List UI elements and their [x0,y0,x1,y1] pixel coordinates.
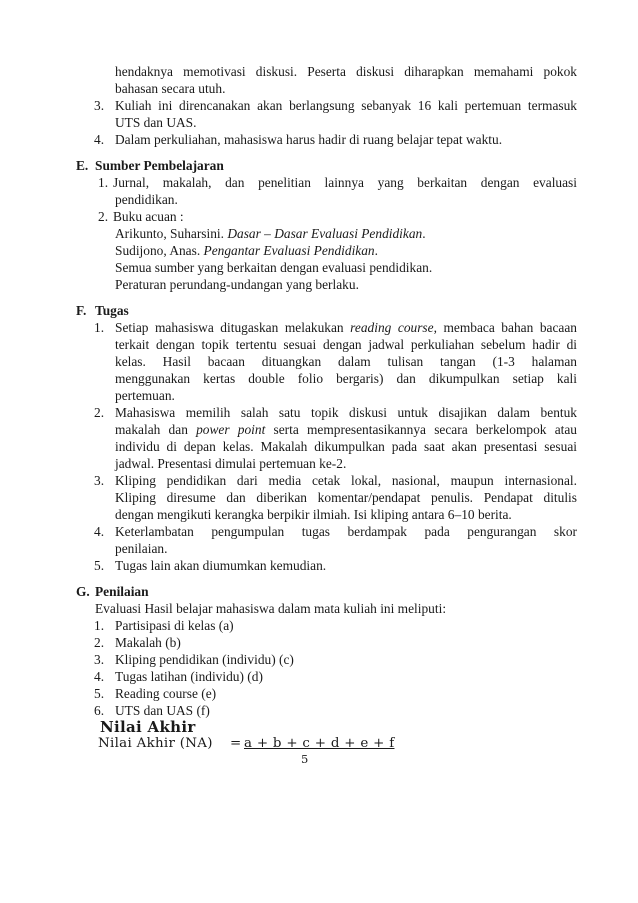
section-title: Tugas [95,303,129,318]
text-run: Setiap mahasiswa ditugaskan melakukan [115,320,351,335]
list-number: 3. [94,473,105,488]
section-title: Sumber Pembelajaran [95,158,224,173]
reference-title: Dasar – Dasar Evaluasi Pendidikan [227,226,423,241]
reference-end: . [422,226,426,241]
text-run: makalah dan [115,422,197,437]
section-intro: Evaluasi Hasil belajar mahasiswa dalam mata kuliah ini meliputi: [95,601,447,616]
reference-line: Peraturan perundang-undangan yang berlaku. [115,277,359,292]
list-item-text: Makalah (b) [115,635,181,650]
list-number: 4. [94,132,105,147]
list-number: 5. [94,686,105,701]
text-run: , membaca bahan bacaan [433,320,577,335]
list-item-text: kelas. Hasil bacaan dituangkan dalam tulisan tangan (1-3 halaman [115,354,577,369]
final-score-title: Nilai Akhir [100,718,196,736]
list-item-text: pertemuan. [115,388,175,403]
list-item-text: jadwal. Presentasi dimulai pertemuan ke-2. [115,456,347,471]
final-score-denominator: 5 [301,752,309,766]
list-item-text: UTS dan UAS (f) [115,703,210,718]
final-score-numerator: a + b + c + d + e + f [244,736,395,751]
list-number: 2. [94,635,105,650]
list-number: 1. [98,175,109,190]
list-item-text: Jurnal, makalah, dan penelitian lainnya yang berkaitan dengan evaluasi [113,175,577,190]
list-item-text: terkait dengan topik tertentu sesuai dengan jadwal perkuliahan sebelum hadir di [115,337,577,352]
list-number: 1. [94,320,105,335]
final-score-equals: = [230,736,242,751]
reference-author: Sudijono, Anas. [115,243,204,258]
list-item-text: Reading course (e) [115,686,217,701]
list-item-text: Kliping pendidikan (individu) (c) [115,652,294,667]
intro-line: hendaknya memotivasi diskusi. Peserta diskusi diharapkan memahami pokok [115,64,577,79]
list-item-text: Keterlambatan pengumpulan tugas berdampak pada pengurangan skor [115,524,577,539]
list-item-text: Kuliah ini direncanakan akan berlangsung sebanyak 16 kali pertemuan termasuk [115,98,577,113]
reference-line [115,242,378,259]
list-item-text [115,421,577,438]
reference-line: Semua sumber yang berkaitan dengan evaluasi pendidikan. [115,260,433,275]
reference-line [115,225,426,242]
section-title: Penilaian [95,584,149,599]
list-number: 6. [94,703,105,718]
italic-term: reading course [350,320,434,335]
list-number: 3. [94,98,105,113]
reference-author: Arikunto, Suharsini. [115,226,228,241]
list-item-text: menggunakan kertas double folio bergaris) dan dikumpulkan setiap kali [115,371,577,386]
list-number: 2. [94,405,105,420]
section-letter: F. [76,303,87,318]
list-item-text: Kliping diresume dan diberikan komentar/pendapat penulis. Pendapat ditulis [115,490,577,505]
section-letter: G. [76,584,90,599]
text-run: serta mempresentasikannya secara berkelompok atau [265,422,578,437]
reference-title: Pengantar Evaluasi Pendidikan [203,243,375,258]
reference-end: . [374,243,378,258]
list-number: 4. [94,524,105,539]
italic-term: power point [196,422,266,437]
list-number: 5. [94,558,105,573]
section-letter: E. [76,158,89,173]
intro-line: bahasan secara utuh. [115,81,226,96]
list-item-text: dengan mengikuti kerangka berpikir ilmiah. Isi kliping antara 6–10 berita. [115,507,512,522]
list-item-text: penilaian. [115,541,168,556]
list-item-text: pendidikan. [115,192,178,207]
list-number: 1. [94,618,105,633]
list-number: 3. [94,652,105,667]
list-item-text: Kliping pendidikan dari media cetak lokal, nasional, maupun internasional. [115,473,577,488]
list-number: 4. [94,669,105,684]
list-item-text: Tugas lain akan diumumkan kemudian. [115,558,327,573]
list-item-text: Partisipasi di kelas (a) [115,618,234,633]
list-number: 2. [98,209,109,224]
list-item-text [115,319,577,336]
list-item-text: individu di depan kelas. Makalah dikumpulkan pada saat akan presentasi sesuai [115,439,577,454]
final-score-label: Nilai Akhir (NA) [98,736,213,751]
list-item-text: Buku acuan : [113,209,184,224]
list-item-text: Tugas latihan (individu) (d) [115,669,263,684]
list-item-text: Dalam perkuliahan, mahasiswa harus hadir di ruang belajar tepat waktu. [115,132,503,147]
list-item-text: Mahasiswa memilih salah satu topik diskusi untuk disajikan dalam bentuk [115,405,577,420]
list-item-text: UTS dan UAS. [115,115,197,130]
